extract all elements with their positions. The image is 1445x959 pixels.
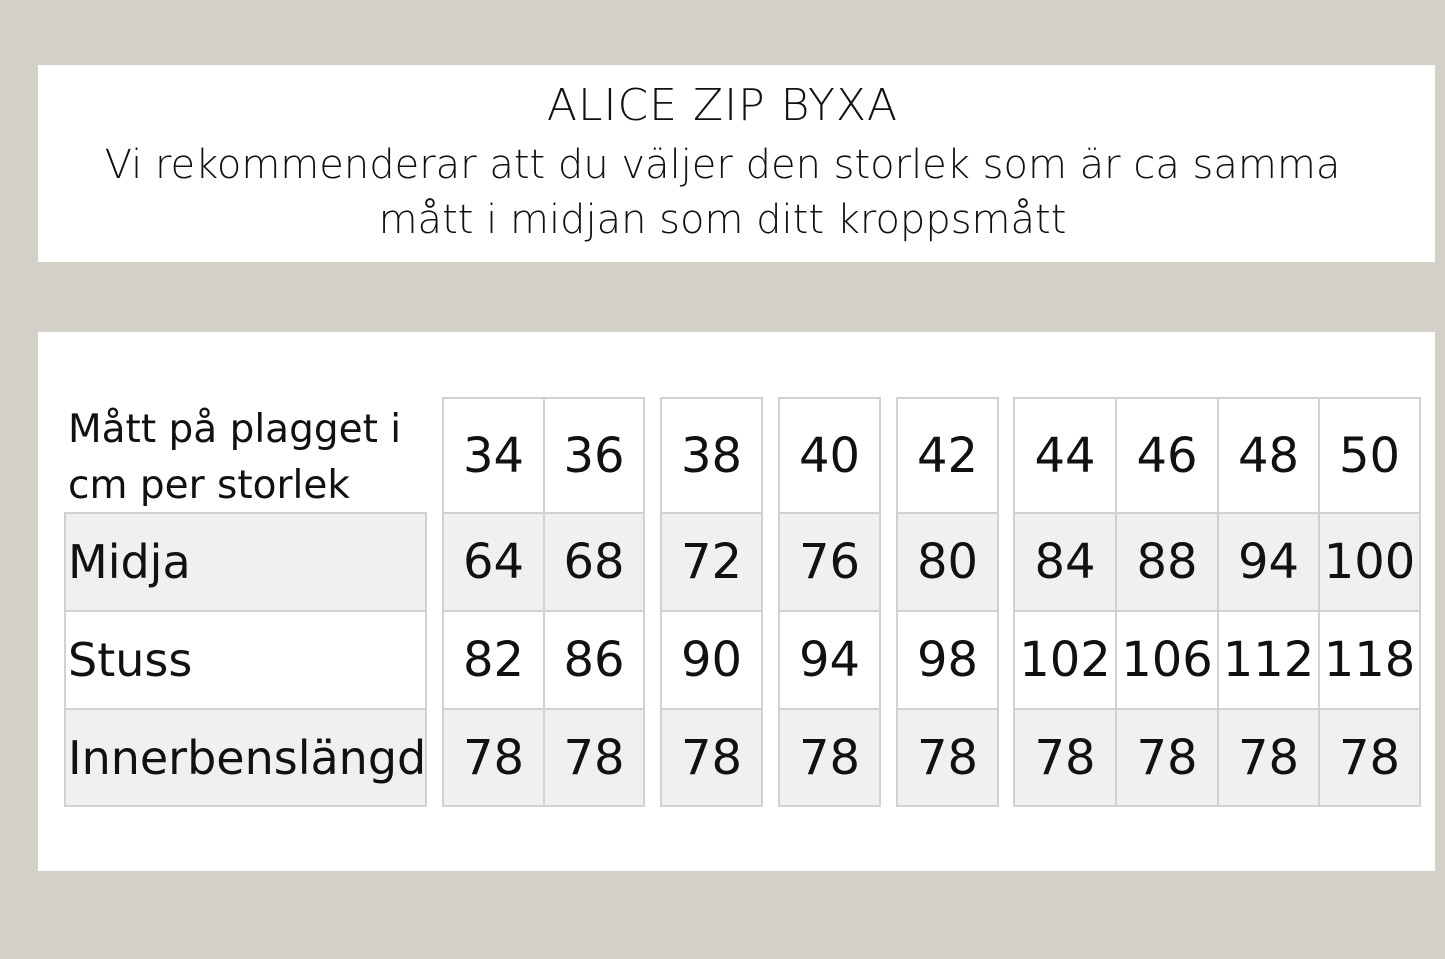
row-label-midja: Midja (64, 512, 427, 612)
table-header-label (68, 402, 438, 514)
table-cell: 68 (543, 512, 645, 612)
size-header-cell: 44 (1013, 397, 1117, 514)
table-cell: 78 (543, 708, 645, 807)
row-label-innerbenslangd: Innerbenslängd (64, 708, 427, 807)
header-label-line-1: Mått på plagget i (68, 407, 402, 452)
row-label-stuss: Stuss (64, 610, 427, 710)
size-header-cell: 34 (442, 397, 545, 514)
table-cell: 72 (660, 512, 763, 612)
size-header-cell: 38 (660, 397, 763, 514)
table-cell: 76 (778, 512, 881, 612)
table-cell: 64 (442, 512, 545, 612)
size-header-cell: 42 (896, 397, 999, 514)
table-cell: 102 (1013, 610, 1117, 710)
size-header-cell: 40 (778, 397, 881, 514)
size-header-cell: 48 (1217, 397, 1320, 514)
table-cell: 94 (1217, 512, 1320, 612)
header-label-line-2: cm per storlek (68, 463, 350, 508)
table-cell: 78 (1115, 708, 1219, 807)
table-cell: 78 (778, 708, 881, 807)
table-cell: 86 (543, 610, 645, 710)
page-title: ALICE ZIP BYXA (546, 80, 899, 131)
table-cell: 80 (896, 512, 999, 612)
table-cell: 78 (1318, 708, 1421, 807)
table-cell: 90 (660, 610, 763, 710)
table-cell: 106 (1115, 610, 1219, 710)
table-cell: 118 (1318, 610, 1421, 710)
table-cell: 112 (1217, 610, 1320, 710)
table-cell: 78 (896, 708, 999, 807)
table-cell: 100 (1318, 512, 1421, 612)
subtitle-line-2: mått i midjan som ditt kroppsmått (378, 197, 1067, 243)
size-header-cell: 50 (1318, 397, 1421, 514)
subtitle-line-1: Vi rekommenderar att du väljer den storlek som är ca samma (104, 142, 1341, 188)
table-cell: 78 (1217, 708, 1320, 807)
table-cell: 98 (896, 610, 999, 710)
table-cell: 78 (660, 708, 763, 807)
table-cell: 78 (442, 708, 545, 807)
size-header-cell: 46 (1115, 397, 1219, 514)
table-cell: 82 (442, 610, 545, 710)
table-cell: 88 (1115, 512, 1219, 612)
table-cell: 78 (1013, 708, 1117, 807)
table-cell: 84 (1013, 512, 1117, 612)
size-header-cell: 36 (543, 397, 645, 514)
table-cell: 94 (778, 610, 881, 710)
